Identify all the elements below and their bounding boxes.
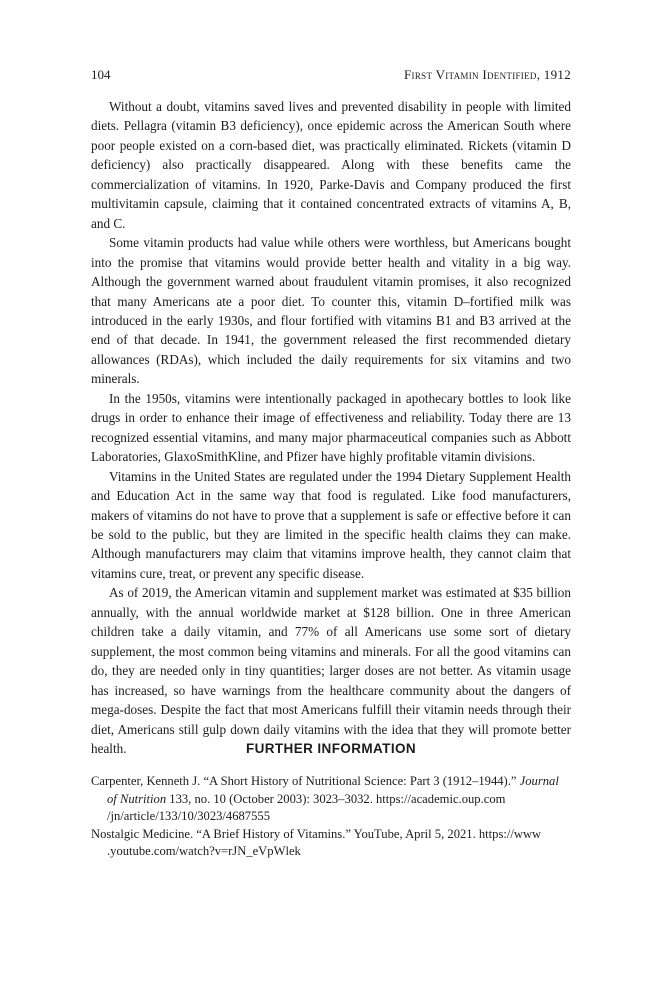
- reference-item: [91, 773, 571, 826]
- reference-text: Carpenter, Kenneth J. “A Short History of Nutritional Science: Part 3 (1912–1944).”: [91, 774, 520, 788]
- running-head: [91, 66, 571, 84]
- reference-text: Nostalgic Medicine. “A Brief History of Vitamins.” YouTube, April 5, 2021. https://www .youtube.com/watch?v=rJN_eVpWlek: [91, 826, 542, 859]
- paragraph: In the 1950s, vitamins were intentionally packaged in apothecary bottles to look like drugs in order to enhance their image of effectiveness and reliability. Today there are 13 recognized essential vitamins, and many major pharmaceutical companies such as Abbott Laboratories, GlaxoSmithKline, and Pfizer have highly profitable vitamin divisions.: [91, 390, 571, 465]
- running-title: First Vitamin Identified, 1912: [404, 67, 571, 82]
- paragraph: Without a doubt, vitamins saved lives and prevented disability in people with limited diets. Pellagra (vitamin B3 deficiency), once epidemic across the American South where poor people existed on a corn-based diet, was practically eliminated. Rickets (vitamin D deficiency) also practically disappeared. Along with these benefits came the commercialization of vitamins. In 1920, Parke-Davis and Company produced the first multivitamin capsule, claiming that it contained concentrated extracts of vitamins A, B, and C.: [91, 99, 571, 231]
- reference-journal-title: Journal of Nutrition: [107, 774, 559, 806]
- paragraph: Vitamins in the United States are regulated under the 1994 Dietary Supplement Health and Education Act in the same way that food is regulated. Like food manufacturers, makers of vitamins do not have to prove that a supplement is safe or effective before it can be sold to the public, but they are limited in the specific health claims they can make. Although manufacturers may claim that vitamins improve health, they cannot claim that vitamins cure, treat, or prevent any specific disease.: [91, 468, 571, 581]
- paragraph: As of 2019, the American vitamin and supplement market was estimated at $35 billion annually, with the annual worldwide market at $128 billion. One in three American children take a daily vitamin, and 77% of all Americans use some sort of dietary supplement, the most common being vitamins and minerals. For all the good vitamins can do, they are needed only in tiny quantities; larger doses are not better. As vitamin usage has increased, so have warnings from the healthcare community about the dangers of mega-doses. Despite the fact that most Americans fulfill their vitamin needs through their diet, Americans still gulp down daily vitamins with the idea that they will promote better health.: [91, 585, 571, 756]
- reference-list: [91, 773, 571, 861]
- paragraph: Some vitamin products had value while others were worthless, but Americans bought into the promise that vitamins would provide better health and vitality in a big way. Although the government warned about fraudulent vitamin promises, it also recognized that many Americans ate a poor diet. To counter this, vitamin D–fortified milk was introduced in the early 1930s, and flour fortified with vitamins B1 and B3 arrived at the end of that decade. In 1941, the government released the first recommended dietary allowances (RDAs), which included the daily requirements for six vitamins and two minerals.: [91, 235, 571, 387]
- page-number: 104: [91, 67, 111, 82]
- section-heading: FURTHER INFORMATION: [245, 741, 417, 756]
- reference-item: [91, 826, 571, 861]
- body-text: [91, 97, 571, 758]
- reference-text: 133, no. 10 (October 2003): 3023–3032. https://academic.oup.com /jn/article/133/10/3023/4687555: [107, 791, 506, 824]
